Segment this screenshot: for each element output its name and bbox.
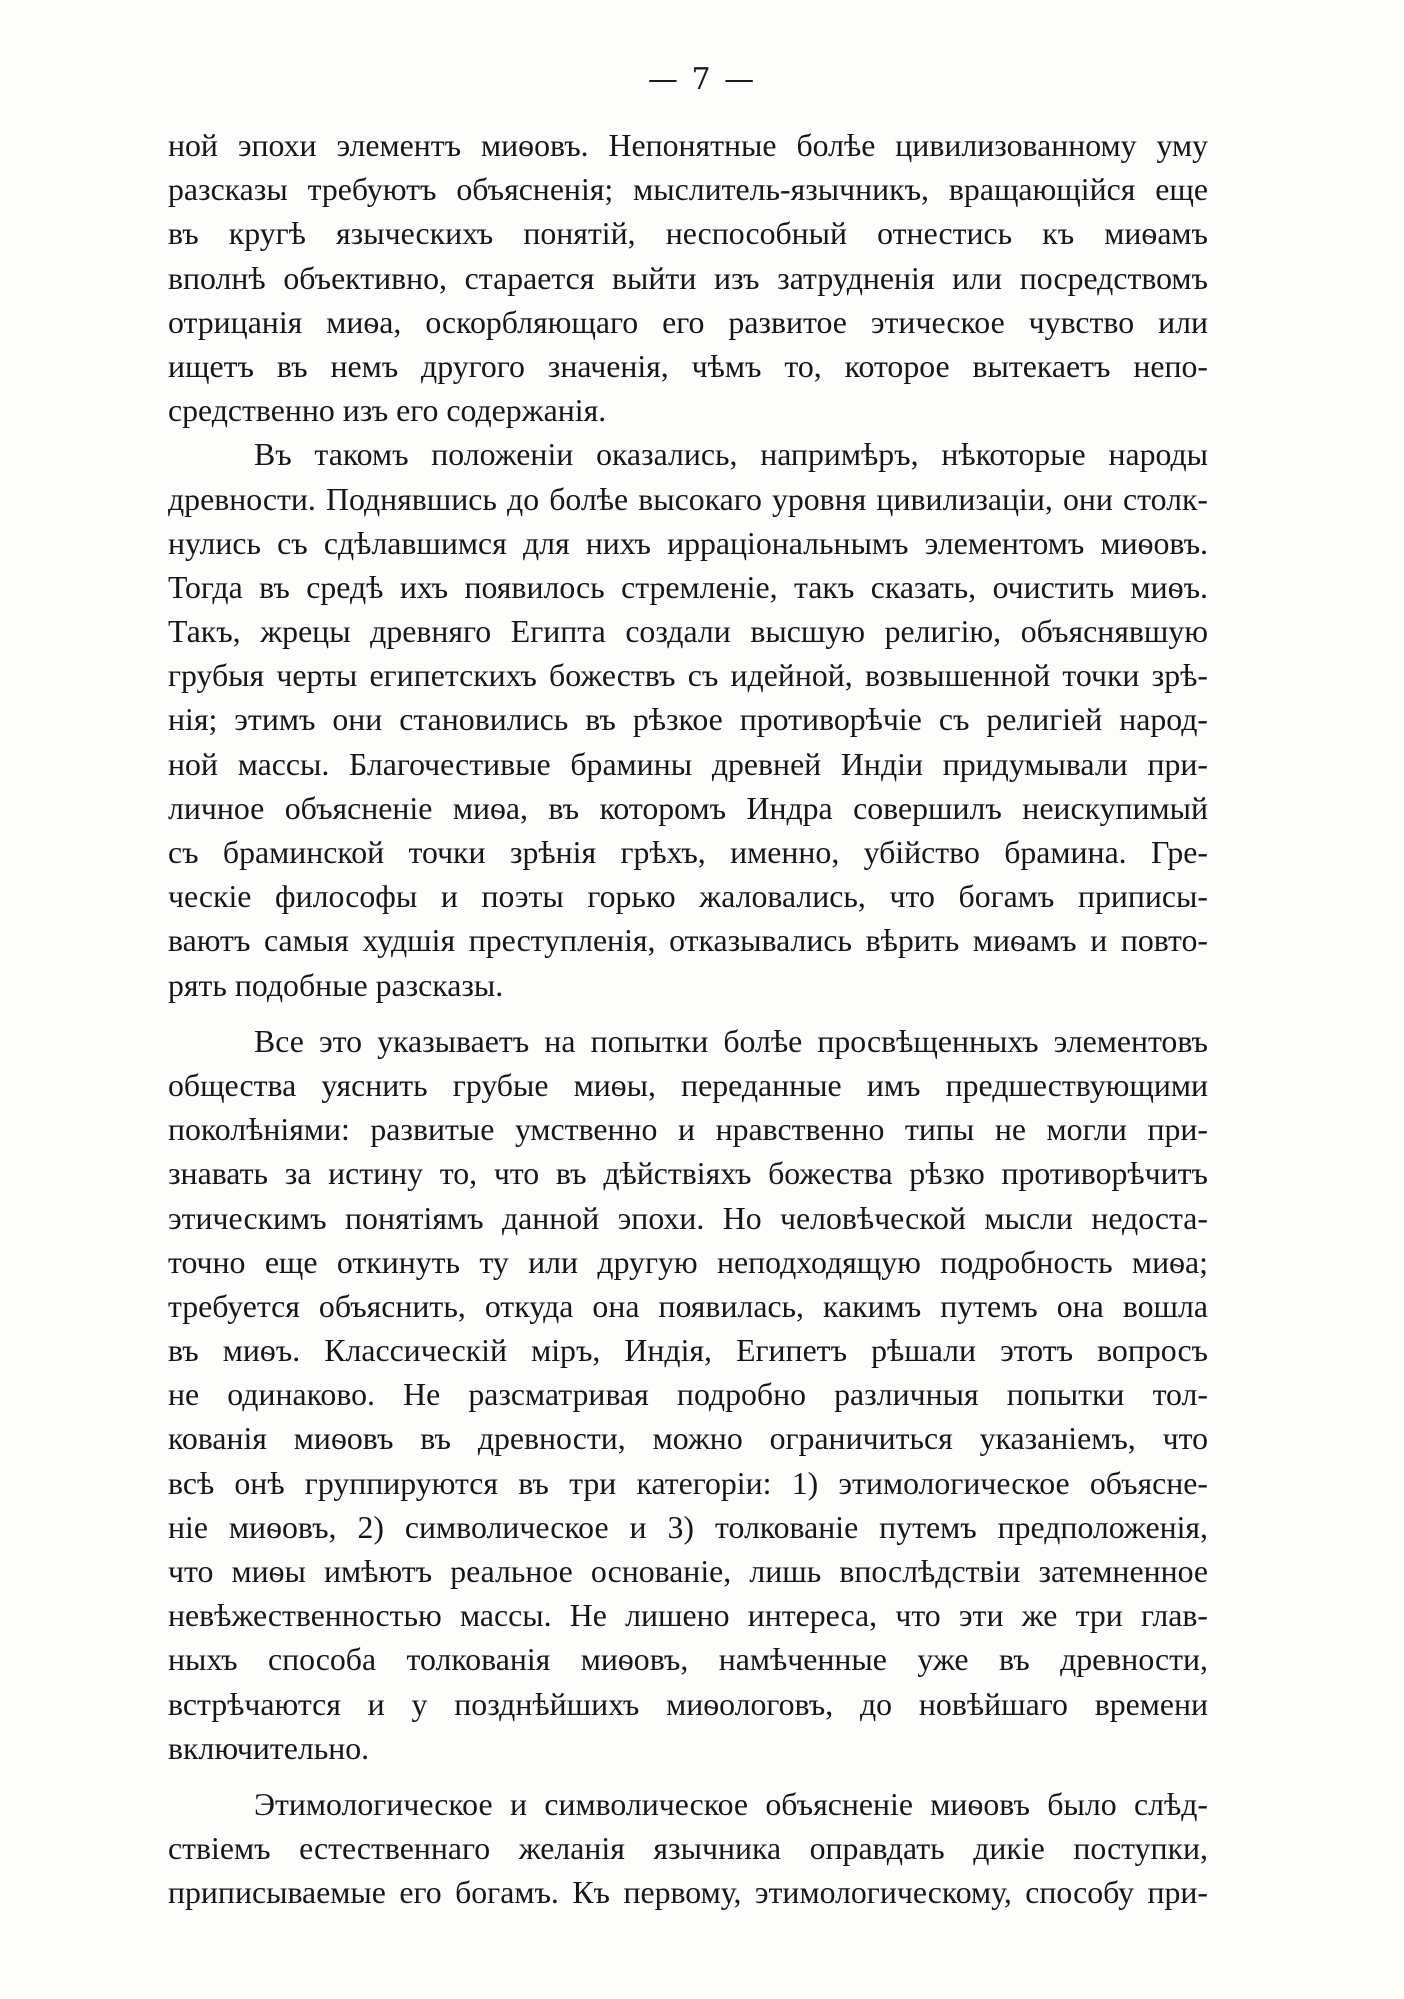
text-line: рять подобные разсказы. [168, 967, 504, 1003]
text-line: этическимъ понятіямъ данной эпохи. Но человѣческой мысли недоста- [168, 1200, 1208, 1236]
text-line: нулись съ сдѣлавшимся для нихъ ирраціональнымъ элементомъ миѳовъ. [168, 525, 1208, 561]
text-line: Такъ, жрецы древняго Египта создали высшую религію, объяснявшую [168, 614, 1208, 650]
text-line: Въ такомъ положеніи оказались, напримѣръ, нѣкоторые народы [254, 437, 1208, 473]
text-line: нія; этимъ они становились въ рѣзкое противорѣчіе съ религіей народ- [168, 702, 1208, 738]
text-line: средственно изъ его содержанія. [168, 393, 607, 429]
text-line: ной эпохи элементъ миѳовъ. Непонятные болѣе цивилизованному уму [168, 128, 1208, 163]
text-line: вполнѣ объективно, старается выйти изъ затрудненія или посредствомъ [168, 260, 1208, 296]
text-line: Все это указываетъ на попытки болѣе просвѣщенныхъ элементовъ [254, 1023, 1208, 1059]
text-line: ніе миѳовъ, 2) символическое и 3) толкованіе путемъ предположенія, [168, 1509, 1208, 1545]
text-line: требуется объяснить, откуда она появилась, какимъ путемъ она вошла [168, 1288, 1208, 1324]
paragraph-spacer [168, 1008, 1208, 1020]
text-line: Этимологическое и символическое объясненіе миѳовъ было слѣд- [254, 1786, 1208, 1822]
page-number: — 7 — [647, 62, 757, 97]
text-line: встрѣчаются и у позднѣйшихъ миѳологовъ, до новѣйшаго времени [168, 1686, 1208, 1722]
text-line: ищетъ въ немъ другого значенія, чѣмъ то, которое вытекаетъ непо- [168, 348, 1208, 384]
text-line: древности. Поднявшись до болѣе высокаго уровня цивилизаціи, они столк- [168, 481, 1208, 517]
text-line: поколѣніями: развитые умственно и нравственно типы не могли при- [168, 1112, 1208, 1148]
paragraph-4 [168, 1783, 1208, 1916]
text-line: приписываемые его богамъ. Къ первому, этимологическому, способу при- [168, 1875, 1208, 1911]
body-text [168, 124, 1208, 1916]
text-line: включительно. [168, 1730, 370, 1766]
text-line: отрицанія миѳа, оскорбляющаго его развитое этическое чувство или [168, 304, 1208, 340]
text-line: Тогда въ средѣ ихъ появилось стремленіе, такъ сказать, очистить миѳъ. [168, 569, 1208, 605]
text-line: точно еще откинуть ту или другую неподходящую подробность миѳа; [168, 1244, 1208, 1280]
paragraph-spacer [168, 1771, 1208, 1783]
text-line: грубыя черты египетскихъ божествъ съ идейной, возвышенной точки зрѣ- [168, 658, 1208, 694]
paragraph-1 [168, 124, 1208, 433]
paragraph-3 [168, 1020, 1208, 1771]
text-line: ныхъ способа толкованія миѳовъ, намѣченные уже въ древности, [168, 1642, 1208, 1678]
text-line: невѣжественностью массы. Не лишено интереса, что эти же три глав- [168, 1598, 1208, 1634]
text-line: что миѳы имѣютъ реальное основаніе, лишь впослѣдствіи затемненное [168, 1554, 1208, 1589]
text-line: съ браминской точки зрѣнія грѣхъ, именно, убійство брамина. Гре- [168, 835, 1208, 870]
text-line: общества уяснить грубые миѳы, переданные имъ предшествующими [168, 1067, 1208, 1103]
text-line: ной массы. Благочестивые брамины древней Индіи придумывали при- [168, 746, 1208, 782]
text-line: личное объясненіе миѳа, въ которомъ Индра совершилъ неискупимый [168, 790, 1208, 826]
paragraph-2 [168, 433, 1208, 1007]
text-line: ствіемъ естественнаго желанія язычника оправдать дикіе поступки, [168, 1831, 1208, 1867]
text-line: кованія миѳовъ въ древности, можно ограничиться указаніемъ, что [168, 1421, 1208, 1457]
text-line: въ миѳъ. Классическій міръ, Индія, Египетъ рѣшали этотъ вопросъ [168, 1333, 1208, 1369]
text-line: въ кругѣ языческихъ понятій, неспособный отнестись къ миѳамъ [168, 216, 1208, 252]
text-line: ваютъ самыя худшія преступленія, отказывались вѣрить миѳамъ и повто- [168, 923, 1208, 959]
text-line: знавать за истину то, что въ дѣйствіяхъ божества рѣзко противорѣчитъ [168, 1156, 1208, 1192]
text-line: всѣ онѣ группируются въ три категоріи: 1) этимологическое объясне- [168, 1465, 1208, 1501]
text-line: разсказы требуютъ объясненія; мыслитель-язычникъ, вращающійся еще [168, 172, 1208, 208]
text-line: ческіе философы и поэты горько жаловались, что богамъ приписы- [168, 879, 1208, 915]
text-line: не одинаково. Не разсматривая подробно различныя попытки тол- [168, 1377, 1208, 1413]
